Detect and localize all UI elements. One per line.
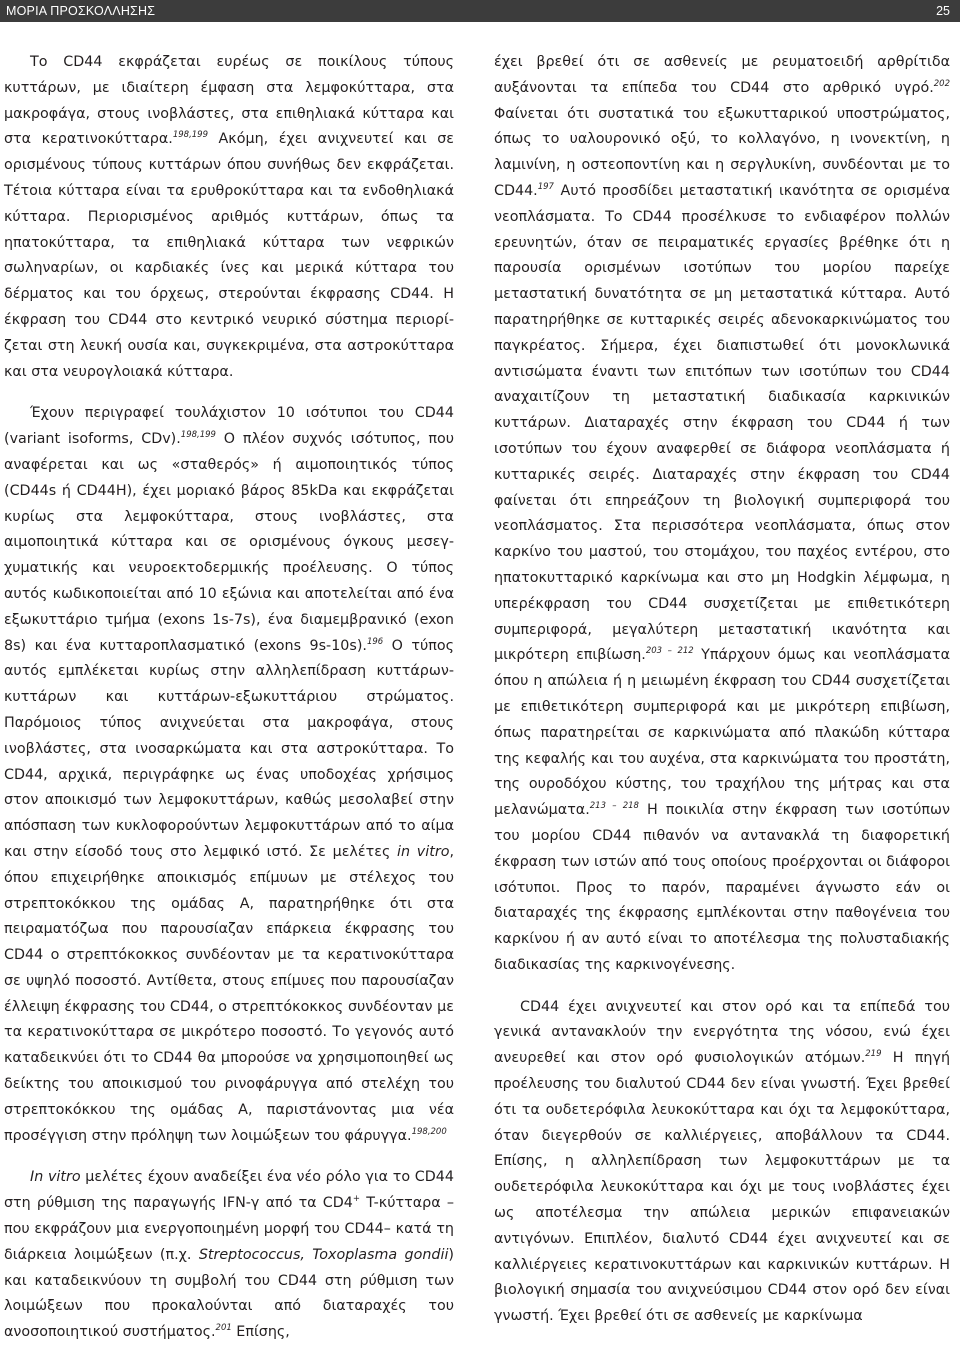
citation: 198,200 [411,1126,447,1137]
left-column [4,50,454,1346]
paragraph: In vitro μελέτες έχουν αναδείξει ένα νέο ρόλο για το CD44 στη ρύθμιση της παραγωγής IFN-γ από τα CD4+ T-κύτταρα –που εκφράζουν μια ενεργοποιημένη μορφή του CD44– κατά τη διάρκεια λοιμώξεων (π.χ. Streptococcus, Toxoplasma gondii) και καταδεικνύουν τη συμβολή του CD44 στη ρύθμιση των λοιμώξεων που προκαλούνται από διαταραχές του ανοσοποιητικού συστήματος.$^{201}$ Επίσης, [4,1169,454,1341]
paragraph: CD44 έχει ανιχνευτεί και στον ορό και τα επίπεδά του γενικά αντανακλούν την ενεργότητα της νόσου, ενώ έχει ανευρεθεί και στον ορό φυσιολογικών ατόμων.$^{219}$ Η πηγή προέλευσης του διαλυτού CD44 δεν είναι γνωστή. Έχει βρεθεί ότι τα ουδετερόφιλα λευκοκύτταρα και όχι τα λεμφοκύτταρα, όταν διεγερθούν σε καλλιέργειες, αποβάλλουν τα CD44. Επίσης, η αλληλεπίδραση των λεμφοκυττάρων με τα ουδετερόφιλα λευκοκύτταρα και όχι με τους ινοβλάστες έχει ως αποτέλεσμα την απώλεια μερικών επιφανειακών αντιγόνων. Επιπλέον, διαλυτό CD44 έχει ανιχνευτεί και σε καλλιέργειες κερατινοκυττάρων και καρκινικών κυττάρων. Η βιολογική σημασία του ανιχνεύσιμου CD44 στον ορό δεν είναι γνωστή. Έχει βρεθεί ότι σε ασθενείς με καρκίνωμα [494,998,951,1325]
running-header [0,0,960,22]
page-number: 25 [936,4,950,18]
paragraph: Έχουν περιγραφεί τουλάχιστον 10 ισότυποι του CD44 (variant isoforms, CDv).$^{198,199}$ Ο πλέον συχνός ισότυπος, που αναφέρεται και ως «σταθερός» ή αιμοποιητικός τύπος (CD44s ή CD44H), έχει μοριακό βάρος 85kDa και εκφράζεται κυρίως στα λεμφοκύτταρα, στους ινοβλάστες, στα αιμοποιητικά κύτταρα και σε ορισμένους όγκους μεσεγχυματικής και νευροεκτοδερμικής προέλευσης. Ο τύπος αυτός κωδικοποιείται από 10 εξώνια και αποτελείται από ένα εξωκυττάριο τμήμα (exons 1s-7s), ένα διαμεμβρανικό (exon 8s) και ένα κυτταροπλασματικό (exons 9s-10s).$^{196}$ Ο τύπος αυτός εμπλέκεται κυρίως στην αλληλεπίδραση κυττάρων-κυττάρων και κυττάρων-εξωκυττάριου στρώματος. Παρόμοιος τύπος ανιχνεύεται στα μακροφάγα, στους ινοβλάστες, στα ινοσαρκώματα και στα αστροκύτταρα. Το CD44, αρχικά, περιγράφηκε ως ένας υποδοχέας χρήσιμος στον αποικισμό των λεμφοκυττάρων, καθώς μεσολαβεί στην απόσπαση των κυκλοφορούντων λεμφοκυττάρων από το αίμα και στην είσοδό τους στο λεμφικό ιστό. Σε μελέτες in vitro, όπου επιχειρήθηκε αποικισμός επίμυων με στέλεχος του στρεπτοκόκκου της ομάδας Α, παρατηρήθηκε ότι στα πειραματόζωα που παρουσίαζαν επάρκεια έκφρασης του CD44 ο στρεπτόκοκκος συνδέονταν με τα κερατινοκύτταρα σε υψηλό ποσοστό. Αντίθετα, στους επίμυες που παρουσίαζαν έλλειψη έκφρασης του CD44, ο στρεπτόκοκκος συνδέονταν με τα κερατινοκύτταρα σε μικρότερο ποσοστό. Το γεγονός αυτό καταδεικνύει ότι το CD44 θα μπορούσε να χρησιμοποιηθεί ως δείκτης του αποικισμού του ρινοφάρυγγα από στελέχη του στρεπτοκόκκου της ομάδας Α, παριστάνοντας μια νέα προσέγγιση στην πρόληψη των λοιμώξεων του φάρυγγα.$^{198,200}$ [4,405,455,1144]
citation: 198,199 [172,130,208,141]
citation: 196 [366,636,384,647]
citation: 202 [933,78,950,89]
citation: 203 – 212 [645,646,694,657]
citation: 219 [865,1049,882,1060]
citation: 197 [537,181,554,192]
paragraph: έχει βρεθεί ότι σε ασθενείς με ρευματοειδή αρθρίτιδα αυξάνονται τα επίπεδα του CD44 στο αρθρικό υγρό.$^{202}$ Φαίνεται ότι συστατικά του εξωκυτταρικού υποστρώματος, όπως το υαλουρονικό οξύ, το κολλαγόνο, η ινονεκτίνη, η λαμινίνη, η οστεοποντίνη και η σεργλυκίνη, συνδέονται με το CD44.$^{197}$ Αυτό προσδίδει μεταστατική ικανότητα σε ορισμένα νεοπλάσματα. Το CD44 προσέλκυσε το ενδιαφέρον πολλών ερευνητών, όταν σε πειραματικές εργασίες βρέθηκε ότι η παρουσία ορισμένων ισοτύπων του μορίου παρείχε μεταστατική δυνατότητα σε μη μεταστατικά κύτταρα. Αυτό παρατηρήθηκε σε κυτταρικές σειρές αδενοκαρκινώματος του παγκρέατος. Σήμερα, έχει διαπιστωθεί ότι μονοκλωνικά αντισώματα έναντι των επιτόπων των ισοτύπων του CD44 αναχαιτίζουν τη μεταστατική διαδικασία καρκινικών κυττάρων. Διαταραχές στην έκφραση του CD44 ή των ισοτύπων του έχουν αναφερθεί σε διάφορα νεοπλάσματα ή κυτταρικές σειρές. Διαταραχές στην έκφραση του CD44 φαίνεται ότι επηρεάζουν τη βιολογική συμπεριφορά του νεοπλάσματος. Στα περισσότερα νεοπλάσματα, όπως στον καρκίνο του μαστού, του στομάχου, του παχέος εντέρου, στο ηπατοκυτταρικό καρκίνωμα και στο μη Hodgkin λέμφωμα, η υπερέκφραση του CD44 συσχετίζεται με επιθετικότερη συμπεριφορά, μεγαλύτερη μεταστατική ικανότητα και μικρότερη επιβίωση.$^{203 - 212}$ Υπάρχουν όμως και νεοπλάσματα όπου η απώλεια ή η μειωμένη έκφραση του CD44 συσχετίζεται με επιθετικότερη συμπεριφορά και με μικρότερη επιβίωση, όπως παρατηρείται σε καρκινώματα από πλακώδη κύτταρα της κεφαλής και του αυχένα, στα καρκινώματα του προστάτη, της ουροδόχου κύστης, του τραχήλου της μήτρας και στα μελανώματα.$^{213 - 218}$ Η ποικιλία στην έκφραση των ισοτύπων του μορίου CD44 πιθανόν να αντανακλά τη διαφορετική έκφραση των ιστών από τους οποίους προέρχονται οι διάφοροι ισότυποι. Προς το παρόν, παραμένει άγνωστο εάν οι διαταραχές της έκφρασης εμπλέκονται στην παθογένεια του καρκίνου ή αν αυτό είναι το αποτέλεσμα της πολυσταδιακής διαδικασίας της καρκινογένεσης. [494,54,950,973]
citation: 198,199 [180,430,216,441]
paragraph: Το CD44 εκφράζεται ευρέως σε ποικίλους τύπους κυττάρων, με ιδιαίτερη έμφαση στα λεμφοκύτταρα, στα μακροφάγα, στους ινοβλάστες, στα επιθηλιακά κύτταρα και στα κερατινοκύτταρα.$^{198,199}$ Ακόμη, έχει ανιχνευτεί και σε ορισμένους τύπους κυττάρων όπου συνήθως δεν εκφράζεται. Τέτοια κύτταρα είναι τα ερυθροκύτταρα και τα ενδοθηλιακά κύτταρα. Περιορισμένος αριθμός κυττάρων, όπως τα ηπατοκύτταρα, τα επιθηλιακά κύτταρα των νεφρικών σωληναρίων, οι καρδιακές ίνες και μερικά κύτταρα του δέρματος και του όρχεως, στερούνται έκφρασης CD44. Η έκφραση του CD44 στο κεντρικό νευρικό σύστημα περιορίζεται στη λευκή ουσία και, συγκεκριμένα, στα αστροκύτταρα και στα νευρογλοιακά κύτταρα. [4,54,454,380]
section-title: ΜΟΡΙΑ ΠΡΟΣΚΟΛΛΗΣΗΣ [6,4,156,18]
citation: 213 – 218 [589,801,639,812]
right-column [494,50,950,1330]
citation: 201 [215,1323,232,1334]
